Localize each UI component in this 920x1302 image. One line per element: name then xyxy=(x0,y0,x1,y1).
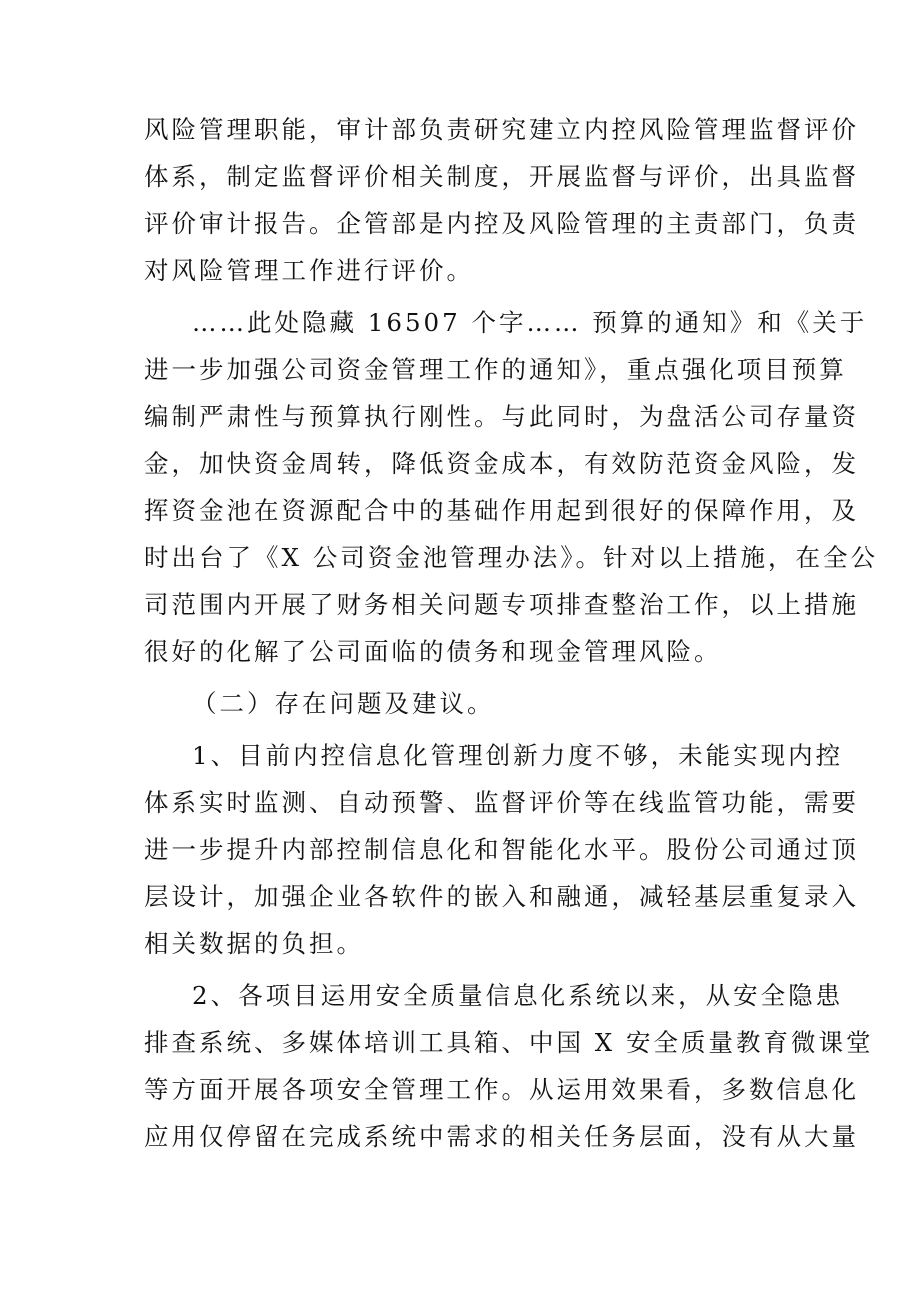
paragraph-4-line-1: 2、各项目运用安全质量信息化系统以来，从安全隐患 xyxy=(192,981,844,1010)
paragraph-2-line-5: 挥资金池在资源配合中的基础作用起到很好的保障作用，及 xyxy=(144,496,859,525)
paragraph-2-line-2: 进一步加强公司资金管理工作的通知》，重点强化项目预算 xyxy=(144,355,847,384)
paragraph-3-line-3: 进一步提升内部控制信息化和智能化水平。股份公司通过顶 xyxy=(144,835,859,864)
paragraph-4-line-4: 应用仅停留在完成系统中需求的相关任务层面，没有从大量 xyxy=(144,1122,859,1151)
paragraph-1-line-3: 评价审计报告。企管部是内控及风险管理的主责部门，负责 xyxy=(144,209,859,238)
paragraph-3-line-5: 相关数据的负担。 xyxy=(144,929,364,958)
paragraph-4-line-2: 排查系统、多媒体培训工具箱、中国 X 安全质量教育微课堂 xyxy=(144,1028,874,1057)
paragraph-3-line-2: 体系实时监测、自动预警、监督评价等在线监管功能，需要 xyxy=(144,788,859,817)
paragraph-3-line-4: 层设计，加强企业各软件的嵌入和融通，减轻基层重复录入 xyxy=(144,882,859,911)
paragraph-2-line-3: 编制严肃性与预算执行刚性。与此同时，为盘活公司存量资 xyxy=(144,402,859,431)
paragraph-2-line-7: 司范围内开展了财务相关问题专项排查整治工作，以上措施 xyxy=(144,590,859,619)
paragraph-2-line-4: 金，加快资金周转，降低资金成本，有效防范资金风险，发 xyxy=(144,449,859,478)
paragraph-4-line-3: 等方面开展各项安全管理工作。从运用效果看，多数信息化 xyxy=(144,1075,859,1104)
paragraph-1-line-1: 风险管理职能，审计部负责研究建立内控风险管理监督评价 xyxy=(144,115,859,144)
paragraph-1-line-4: 对风险管理工作进行评价。 xyxy=(144,256,474,285)
paragraph-1-line-2: 体系，制定监督评价相关制度，开展监督与评价，出具监督 xyxy=(144,162,859,191)
paragraph-2-line-8: 很好的化解了公司面临的债务和现金管理风险。 xyxy=(144,637,722,666)
paragraph-3-line-1: 1、目前内控信息化管理创新力度不够，未能实现内控 xyxy=(192,741,844,770)
paragraph-2-line-1: ……此处隐藏 16507 个字…… 预算的通知》和《关于 xyxy=(192,308,868,337)
section-heading: （二）存在问题及建议。 xyxy=(192,689,495,718)
paragraph-2-line-6: 时出台了《X 公司资金池管理办法》。针对以上措施，在全公 xyxy=(144,543,878,572)
